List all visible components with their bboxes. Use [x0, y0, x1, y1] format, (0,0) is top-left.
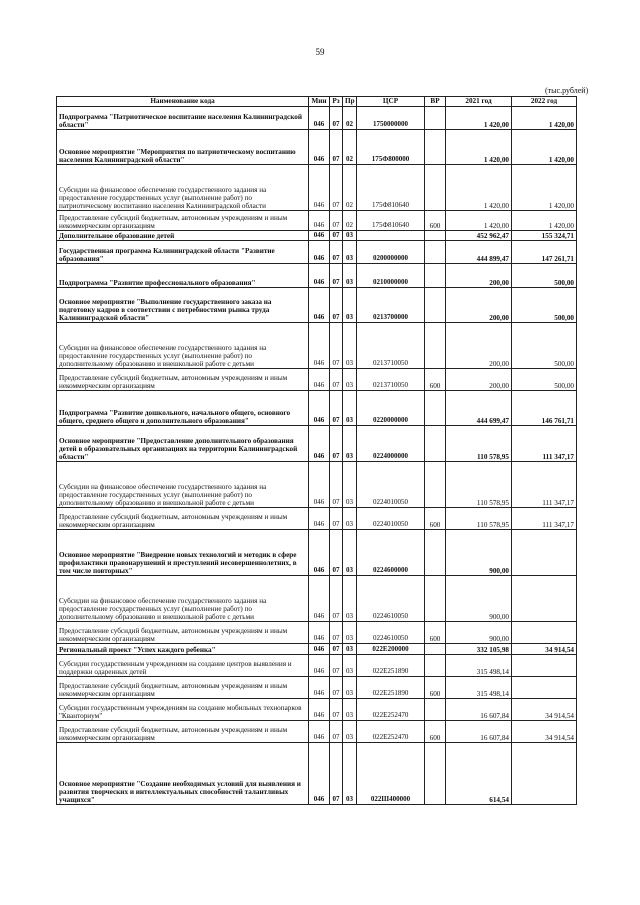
cell-min: 046: [309, 323, 330, 369]
cell-2022: 1 420,00: [512, 130, 577, 165]
cell-vr: [425, 323, 446, 369]
cell-name: Предоставление субсидий бюджетным, автономным учреждениям и иным некоммерческим организациям: [57, 721, 309, 743]
cell-csr: 022E252470: [357, 699, 425, 721]
cell-csr: 0213710050: [357, 323, 425, 369]
cell-csr: 022E251890: [357, 655, 425, 677]
cell-rz: 07: [330, 462, 343, 508]
cell-vr: [425, 644, 446, 655]
cell-2021: 1 420,00: [446, 165, 512, 211]
cell-min: 046: [309, 211, 330, 231]
cell-2021: 16 607,84: [446, 699, 512, 721]
cell-rz: 07: [330, 644, 343, 655]
cell-2022: 155 324,71: [512, 231, 577, 241]
cell-vr: [425, 576, 446, 622]
cell-pr: 03: [343, 426, 357, 462]
cell-csr: 022E200000: [357, 644, 425, 655]
cell-name: Субсидии государственным учреждениям на создание мобильных технопарков "Кванториум": [57, 699, 309, 721]
cell-rz: 07: [330, 288, 343, 323]
cell-name: Основное мероприятие "Мероприятия по патриотическому воспитанию населения Калининградской области": [57, 130, 309, 165]
cell-csr: 0224600000: [357, 530, 425, 576]
cell-2021: 614,54: [446, 743, 512, 805]
table-row: [57, 426, 577, 462]
cell-csr: 0213700000: [357, 288, 425, 323]
cell-min: 046: [309, 622, 330, 644]
cell-rz: 07: [330, 655, 343, 677]
table-row: [57, 107, 577, 130]
cell-csr: 0200000000: [357, 241, 425, 264]
cell-csr: 175Ф800000: [357, 130, 425, 165]
cell-csr: 1750000000: [357, 107, 425, 130]
cell-2021: 110 578,95: [446, 426, 512, 462]
cell-name: Субсидии на финансовое обеспечение государственного задания на предоставление государственных услуг (выполнение работ) по дополнительному образованию и внешкольной работе с детьми: [57, 323, 309, 369]
cell-rz: 07: [330, 130, 343, 165]
cell-pr: 03: [343, 369, 357, 391]
cell-vr: [425, 462, 446, 508]
cell-pr: 03: [343, 622, 357, 644]
cell-2021: 200,00: [446, 288, 512, 323]
cell-vr: 600: [425, 211, 446, 231]
cell-2022: [512, 743, 577, 805]
cell-rz: 07: [330, 530, 343, 576]
cell-min: 046: [309, 165, 330, 211]
cell-pr: 03: [343, 699, 357, 721]
cell-min: 046: [309, 644, 330, 655]
cell-vr: [425, 288, 446, 323]
cell-name: Основное мероприятие "Предоставление дополнительного образования детей в образовательных организациях на территории Калининградской области": [57, 426, 309, 462]
cell-csr: 175Ф810640: [357, 211, 425, 231]
cell-rz: 07: [330, 369, 343, 391]
cell-2022: 1 420,00: [512, 211, 577, 231]
cell-2022: 34 914,54: [512, 644, 577, 655]
cell-2022: 34 914,54: [512, 721, 577, 743]
cell-vr: [425, 241, 446, 264]
table-row: [57, 462, 577, 508]
cell-2021: 332 105,98: [446, 644, 512, 655]
cell-rz: 07: [330, 391, 343, 426]
cell-csr: 022Ш400000: [357, 743, 425, 805]
cell-2022: 111 347,17: [512, 426, 577, 462]
cell-rz: 07: [330, 699, 343, 721]
cell-rz: 07: [330, 231, 343, 241]
cell-2022: 1 420,00: [512, 165, 577, 211]
cell-rz: 07: [330, 576, 343, 622]
cell-vr: [425, 107, 446, 130]
cell-min: 046: [309, 426, 330, 462]
cell-name: Региональный проект "Успех каждого ребенка": [57, 644, 309, 655]
cell-csr: 0224000000: [357, 426, 425, 462]
cell-pr: 03: [343, 721, 357, 743]
cell-vr: 600: [425, 369, 446, 391]
cell-vr: [425, 165, 446, 211]
cell-rz: 07: [330, 211, 343, 231]
cell-min: 046: [309, 391, 330, 426]
cell-pr: 03: [343, 288, 357, 323]
cell-pr: 03: [343, 391, 357, 426]
cell-2022: 500,00: [512, 264, 577, 288]
cell-2021: 110 578,95: [446, 508, 512, 530]
col-header-rz: Рз: [330, 97, 343, 107]
cell-pr: 02: [343, 211, 357, 231]
cell-name: Государственная программа Калининградской области "Развитие образования": [57, 241, 309, 264]
cell-name: Предоставление субсидий бюджетным, автономным учреждениям и иным некоммерческим организациям: [57, 677, 309, 699]
cell-2022: 34 914,54: [512, 699, 577, 721]
cell-pr: 02: [343, 107, 357, 130]
cell-csr: 0220000000: [357, 391, 425, 426]
cell-name: Дополнительное образование детей: [57, 231, 309, 241]
cell-2021: 452 962,47: [446, 231, 512, 241]
cell-csr: 0210000000: [357, 264, 425, 288]
cell-min: 046: [309, 462, 330, 508]
cell-pr: 03: [343, 462, 357, 508]
cell-2022: 500,00: [512, 369, 577, 391]
cell-2021: 200,00: [446, 323, 512, 369]
cell-csr: 022E252470: [357, 721, 425, 743]
cell-pr: 03: [343, 231, 357, 241]
cell-2022: [512, 576, 577, 622]
cell-name: Основное мероприятие "Внедрение новых технологий и методик в сфере профилактики правонарушений и преступлений несовершеннолетних, в том числе повторных": [57, 530, 309, 576]
cell-name: Субсидии на финансовое обеспечение государственного задания на предоставление государственных услуг (выполнение работ) по патриотическому воспитанию населения Калининградской области: [57, 165, 309, 211]
col-header-csr: ЦСР: [357, 97, 425, 107]
cell-2022: 500,00: [512, 323, 577, 369]
cell-2022: [512, 622, 577, 644]
cell-2022: 500,00: [512, 288, 577, 323]
table-row: [57, 165, 577, 211]
cell-pr: 03: [343, 323, 357, 369]
cell-2021: 110 578,95: [446, 462, 512, 508]
cell-pr: 03: [343, 677, 357, 699]
cell-vr: [425, 699, 446, 721]
cell-vr: [425, 655, 446, 677]
cell-2021: 315 498,14: [446, 655, 512, 677]
cell-csr: [357, 231, 425, 241]
cell-vr: 600: [425, 508, 446, 530]
table-row: [57, 721, 577, 743]
cell-rz: 07: [330, 107, 343, 130]
table-row: [57, 231, 577, 241]
cell-vr: [425, 530, 446, 576]
cell-2021: 1 420,00: [446, 107, 512, 130]
cell-pr: 03: [343, 743, 357, 805]
cell-rz: 07: [330, 677, 343, 699]
cell-2021: 200,00: [446, 264, 512, 288]
table-row: [57, 323, 577, 369]
cell-name: Субсидии на финансовое обеспечение государственного задания на предоставление государственных услуг (выполнение работ) по дополнительному образованию и внешкольной работе с детьми: [57, 462, 309, 508]
cell-min: 046: [309, 264, 330, 288]
cell-min: 046: [309, 130, 330, 165]
cell-min: 046: [309, 699, 330, 721]
cell-2022: 147 261,71: [512, 241, 577, 264]
cell-csr: 0213710050: [357, 369, 425, 391]
cell-2021: 315 498,14: [446, 677, 512, 699]
table-row: [57, 743, 577, 805]
cell-vr: [425, 426, 446, 462]
cell-vr: [425, 391, 446, 426]
cell-name: Субсидии на финансовое обеспечение государственного задания на предоставление государственных услуг (выполнение работ) по дополнительному образованию и внешкольной работе с детьми: [57, 576, 309, 622]
cell-2021: 444 699,47: [446, 391, 512, 426]
table-row: [57, 264, 577, 288]
cell-vr: [425, 264, 446, 288]
cell-2021: 1 420,00: [446, 130, 512, 165]
cell-min: 046: [309, 107, 330, 130]
cell-min: 046: [309, 655, 330, 677]
col-header-vr: ВР: [425, 97, 446, 107]
cell-pr: 02: [343, 130, 357, 165]
cell-min: 046: [309, 721, 330, 743]
cell-rz: 07: [330, 165, 343, 211]
table-row: [57, 369, 577, 391]
cell-name: Основное мероприятие "Создание необходимых условий для выявления и развития творческих и интеллектуальных способностей талантливых учащихся": [57, 743, 309, 805]
cell-name: Предоставление субсидий бюджетным, автономным учреждениям и иным некоммерческим организациям: [57, 369, 309, 391]
cell-min: 046: [309, 677, 330, 699]
cell-rz: 07: [330, 426, 343, 462]
table-row: [57, 622, 577, 644]
cell-2021: 1 420,00: [446, 211, 512, 231]
cell-rz: 07: [330, 721, 343, 743]
cell-csr: 0224610050: [357, 576, 425, 622]
table-row: [57, 530, 577, 576]
table-body: [57, 107, 577, 805]
cell-rz: 07: [330, 323, 343, 369]
table-header-row: [57, 97, 577, 107]
table-row: [57, 211, 577, 231]
cell-pr: 03: [343, 644, 357, 655]
cell-vr: 600: [425, 622, 446, 644]
cell-vr: 600: [425, 721, 446, 743]
cell-2021: 200,00: [446, 369, 512, 391]
cell-rz: 07: [330, 743, 343, 805]
page-number: 59: [315, 47, 325, 57]
col-header-min: Мин: [309, 97, 330, 107]
cell-min: 046: [309, 288, 330, 323]
cell-name: Подпрограмма "Развитие дошкольного, начального общего, основного общего, среднего общего и дополнительного образования": [57, 391, 309, 426]
table-row: [57, 288, 577, 323]
cell-2021: 900,00: [446, 530, 512, 576]
cell-min: 046: [309, 241, 330, 264]
units-label: (тыс.рублей): [545, 86, 589, 95]
cell-vr: [425, 743, 446, 805]
table-row: [57, 576, 577, 622]
table-row: [57, 391, 577, 426]
cell-name: Субсидии государственным учреждениям на создание центров выявления и поддержки одаренных детей: [57, 655, 309, 677]
cell-csr: 0224010050: [357, 508, 425, 530]
table-row: [57, 508, 577, 530]
table-row: [57, 130, 577, 165]
table-row: [57, 241, 577, 264]
cell-min: 046: [309, 508, 330, 530]
cell-2022: 111 347,17: [512, 462, 577, 508]
cell-rz: 07: [330, 622, 343, 644]
cell-rz: 07: [330, 241, 343, 264]
col-header-name: Наименование кода: [57, 97, 309, 107]
cell-pr: 03: [343, 530, 357, 576]
cell-min: 046: [309, 530, 330, 576]
cell-pr: 03: [343, 576, 357, 622]
cell-name: Подпрограмма "Развитие профессионального образования": [57, 264, 309, 288]
cell-pr: 03: [343, 655, 357, 677]
cell-pr: 03: [343, 264, 357, 288]
table-row: [57, 644, 577, 655]
cell-min: 046: [309, 231, 330, 241]
cell-name: Предоставление субсидий бюджетным, автономным учреждениям и иным некоммерческим организациям: [57, 622, 309, 644]
cell-pr: 02: [343, 165, 357, 211]
cell-2022: [512, 677, 577, 699]
cell-2022: 146 761,71: [512, 391, 577, 426]
cell-min: 046: [309, 576, 330, 622]
cell-name: Предоставление субсидий бюджетным, автономным учреждениям и иным некоммерческим организациям: [57, 508, 309, 530]
cell-2021: 16 607,84: [446, 721, 512, 743]
cell-csr: 0224010050: [357, 462, 425, 508]
col-header-pr: Пр: [343, 97, 357, 107]
cell-rz: 07: [330, 264, 343, 288]
budget-table: [56, 96, 577, 805]
cell-rz: 07: [330, 508, 343, 530]
cell-2021: 444 899,47: [446, 241, 512, 264]
cell-vr: 600: [425, 677, 446, 699]
cell-2022: [512, 655, 577, 677]
col-header-2021: 2021 год: [446, 97, 512, 107]
table-row: [57, 677, 577, 699]
cell-2022: 1 420,00: [512, 107, 577, 130]
cell-name: Подпрограмма "Патриотическое воспитание населения Калининградской области": [57, 107, 309, 130]
cell-2021: 900,00: [446, 622, 512, 644]
cell-csr: 0224610050: [357, 622, 425, 644]
cell-vr: [425, 130, 446, 165]
cell-csr: 022E251890: [357, 677, 425, 699]
table-row: [57, 655, 577, 677]
cell-2022: 111 347,17: [512, 508, 577, 530]
cell-2022: [512, 530, 577, 576]
cell-min: 046: [309, 743, 330, 805]
cell-name: Основное мероприятие "Выполнение государственного заказа на подготовку кадров в соответствии с потребностями рынка труда Калининградской области": [57, 288, 309, 323]
cell-csr: 175Ф810640: [357, 165, 425, 211]
cell-pr: 03: [343, 241, 357, 264]
cell-vr: [425, 231, 446, 241]
cell-name: Предоставление субсидий бюджетным, автономным учреждениям и иным некоммерческим организациям: [57, 211, 309, 231]
table-row: [57, 699, 577, 721]
cell-pr: 03: [343, 508, 357, 530]
cell-min: 046: [309, 369, 330, 391]
col-header-2022: 2022 год: [512, 97, 577, 107]
cell-2021: 900,00: [446, 576, 512, 622]
